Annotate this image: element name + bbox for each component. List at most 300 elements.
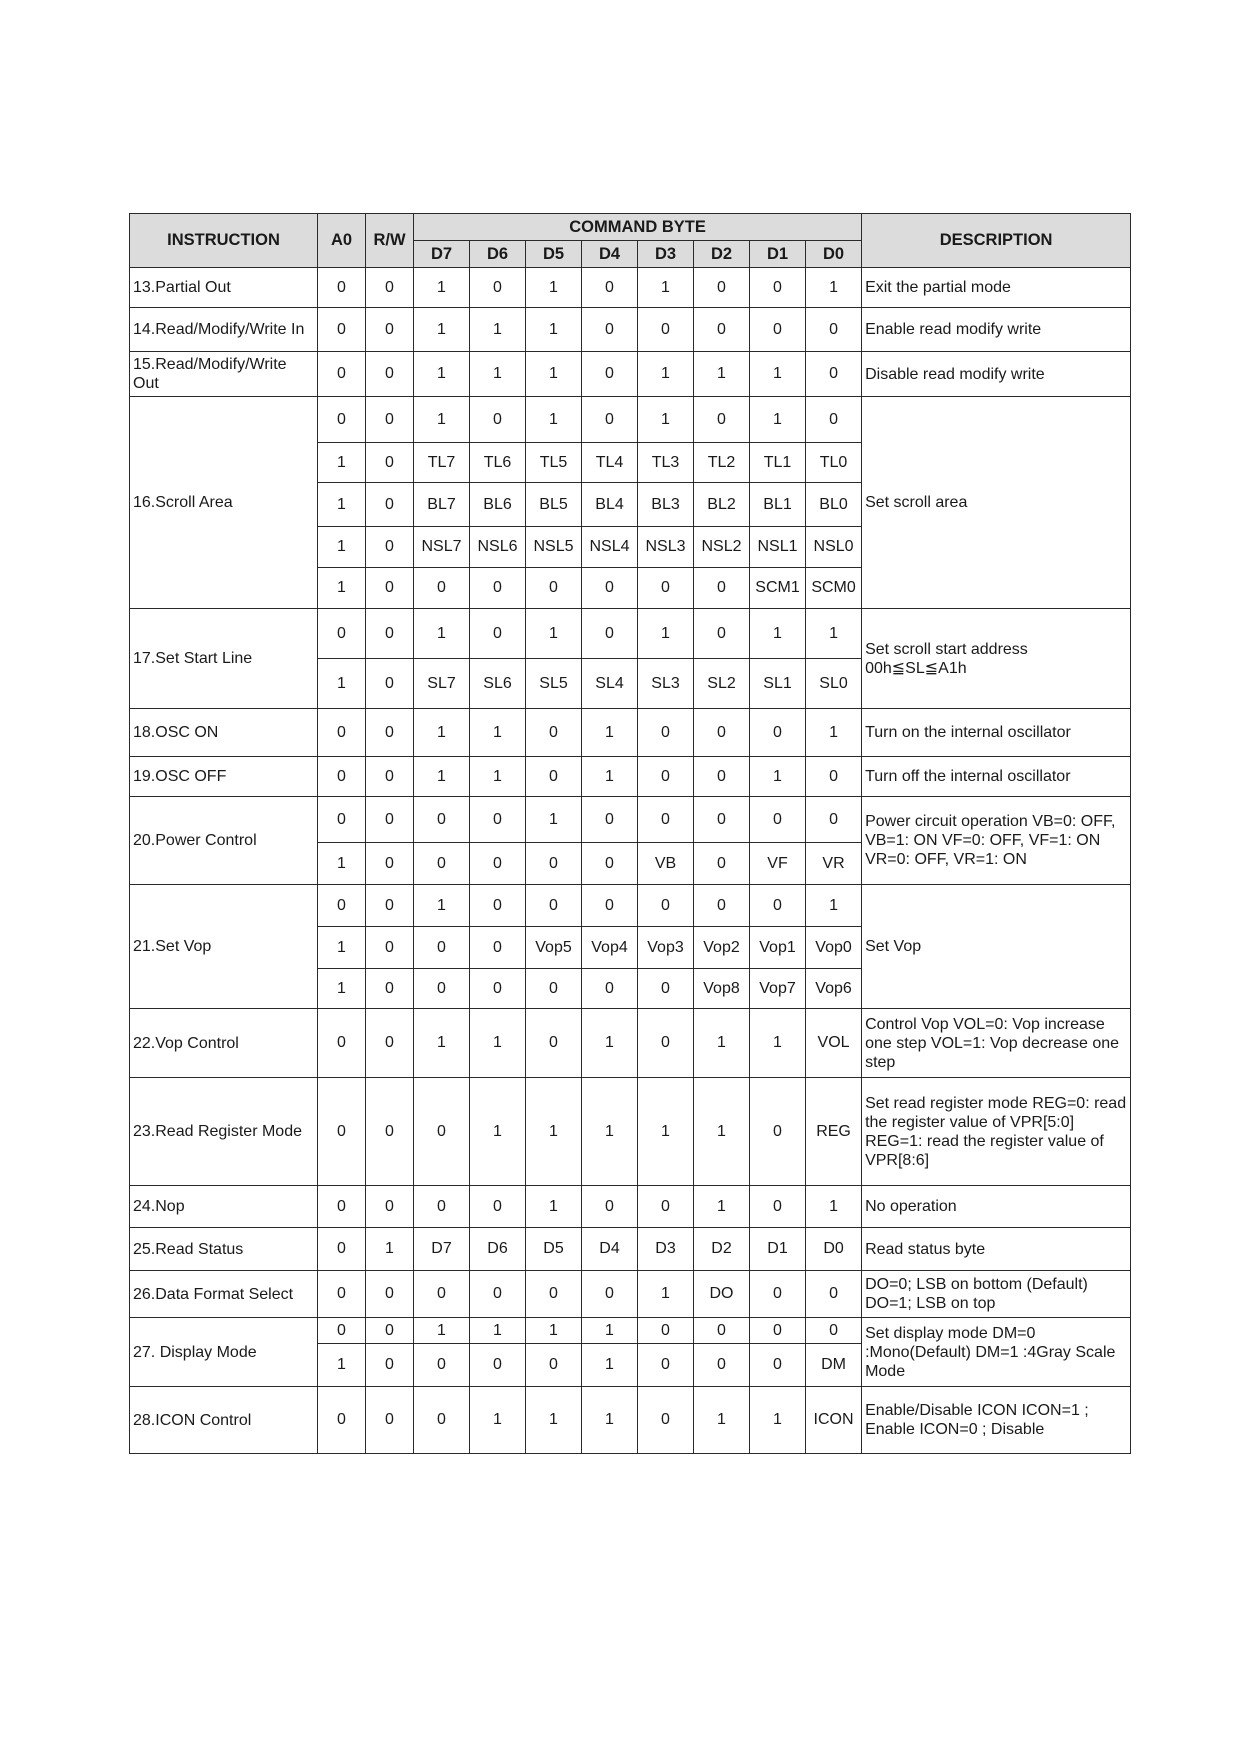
bit-cell: 1: [694, 1387, 750, 1454]
bit-cell: 0: [582, 1271, 638, 1318]
bit-cell: 0: [694, 1344, 750, 1387]
header-bit: D4: [582, 241, 638, 268]
bit-cell: 0: [470, 1344, 526, 1387]
bit-cell: BL5: [526, 483, 582, 527]
bit-cell: 1: [582, 709, 638, 757]
bit-cell: 0: [526, 969, 582, 1009]
bit-cell: 1: [582, 1009, 638, 1078]
bit-cell: 1: [638, 609, 694, 659]
table-row: [130, 397, 1131, 443]
a0-cell: 0: [318, 1228, 366, 1271]
bit-cell: 0: [582, 969, 638, 1009]
bit-cell: 1: [806, 1186, 862, 1228]
bit-cell: NSL7: [414, 527, 470, 568]
header-bit: D2: [694, 241, 750, 268]
bit-cell: 0: [638, 969, 694, 1009]
bit-cell: 1: [470, 352, 526, 397]
bit-cell: 1: [582, 1078, 638, 1186]
bit-cell: SCM1: [750, 568, 806, 609]
bit-cell: 0: [582, 1186, 638, 1228]
bit-cell: 1: [806, 885, 862, 927]
bit-cell: 0: [806, 352, 862, 397]
a0-cell: 1: [318, 568, 366, 609]
bit-cell: 1: [750, 352, 806, 397]
bit-cell: 1: [750, 397, 806, 443]
description-cell: No operation: [862, 1186, 1131, 1228]
a0-cell: 1: [318, 843, 366, 885]
bit-cell: D7: [414, 1228, 470, 1271]
rw-cell: 0: [366, 843, 414, 885]
bit-cell: 1: [414, 308, 470, 352]
a0-cell: 0: [318, 1078, 366, 1186]
bit-cell: D1: [750, 1228, 806, 1271]
header-bit: D3: [638, 241, 694, 268]
bit-cell: VOL: [806, 1009, 862, 1078]
bit-cell: 1: [414, 757, 470, 797]
rw-cell: 0: [366, 797, 414, 843]
instruction-cell: 18.OSC ON: [130, 709, 318, 757]
bit-cell: SL6: [470, 659, 526, 709]
a0-cell: 1: [318, 483, 366, 527]
rw-cell: 0: [366, 927, 414, 969]
bit-cell: 0: [582, 885, 638, 927]
bit-cell: 1: [526, 609, 582, 659]
bit-cell: Vop5: [526, 927, 582, 969]
bit-cell: 0: [750, 1318, 806, 1344]
rw-cell: 0: [366, 443, 414, 483]
bit-cell: 0: [750, 1078, 806, 1186]
bit-cell: 1: [582, 1344, 638, 1387]
bit-cell: Vop2: [694, 927, 750, 969]
rw-cell: 0: [366, 609, 414, 659]
instruction-cell: 21.Set Vop: [130, 885, 318, 1009]
bit-cell: 1: [470, 757, 526, 797]
a0-cell: 0: [318, 1009, 366, 1078]
rw-cell: 0: [366, 757, 414, 797]
bit-cell: 0: [470, 397, 526, 443]
bit-cell: VF: [750, 843, 806, 885]
bit-cell: SCM0: [806, 568, 862, 609]
bit-cell: SL3: [638, 659, 694, 709]
a0-cell: 0: [318, 1318, 366, 1344]
bit-cell: 0: [638, 885, 694, 927]
bit-cell: 1: [470, 709, 526, 757]
bit-cell: 0: [470, 268, 526, 308]
bit-cell: BL0: [806, 483, 862, 527]
description-cell: Set Vop: [862, 885, 1131, 1009]
bit-cell: 0: [694, 308, 750, 352]
bit-cell: 0: [750, 1271, 806, 1318]
bit-cell: 0: [526, 757, 582, 797]
bit-cell: 1: [526, 1387, 582, 1454]
bit-cell: NSL1: [750, 527, 806, 568]
bit-cell: 1: [470, 1387, 526, 1454]
bit-cell: 0: [470, 927, 526, 969]
bit-cell: 1: [414, 885, 470, 927]
a0-cell: 1: [318, 527, 366, 568]
description-cell: Set display mode DM=0 :Mono(Default) DM=1 :4Gray Scale Mode: [862, 1318, 1131, 1387]
bit-cell: Vop1: [750, 927, 806, 969]
table-row: [130, 757, 1131, 797]
instruction-cell: 20.Power Control: [130, 797, 318, 885]
bit-cell: DO: [694, 1271, 750, 1318]
bit-cell: 1: [582, 1318, 638, 1344]
bit-cell: 1: [638, 268, 694, 308]
instruction-table: [129, 213, 1131, 1454]
rw-cell: 0: [366, 709, 414, 757]
description-cell: Set scroll start address 00h≦SL≦A1h: [862, 609, 1131, 709]
a0-cell: 1: [318, 1344, 366, 1387]
rw-cell: 0: [366, 1078, 414, 1186]
header-bit: D5: [526, 241, 582, 268]
bit-cell: 0: [806, 797, 862, 843]
rw-cell: 0: [366, 969, 414, 1009]
bit-cell: BL4: [582, 483, 638, 527]
bit-cell: 0: [582, 797, 638, 843]
bit-cell: 0: [694, 568, 750, 609]
instruction-cell: 19.OSC OFF: [130, 757, 318, 797]
bit-cell: 1: [750, 609, 806, 659]
bit-cell: 1: [526, 1078, 582, 1186]
bit-cell: 1: [414, 609, 470, 659]
description-cell: Set scroll area: [862, 397, 1131, 609]
bit-cell: 0: [414, 797, 470, 843]
bit-cell: 0: [470, 969, 526, 1009]
header-description: DESCRIPTION: [862, 214, 1131, 268]
instruction-cell: 26.Data Format Select: [130, 1271, 318, 1318]
bit-cell: 0: [470, 797, 526, 843]
instruction-cell: 17.Set Start Line: [130, 609, 318, 709]
bit-cell: 1: [750, 1387, 806, 1454]
bit-cell: 1: [414, 1318, 470, 1344]
table-row: [130, 268, 1131, 308]
bit-cell: 0: [470, 843, 526, 885]
bit-cell: SL2: [694, 659, 750, 709]
header-a0: A0: [318, 214, 366, 268]
table-row: [130, 1186, 1131, 1228]
table-row: [130, 1078, 1131, 1186]
bit-cell: 0: [414, 1078, 470, 1186]
bit-cell: 1: [526, 352, 582, 397]
instruction-cell: 28.ICON Control: [130, 1387, 318, 1454]
instruction-cell: 23.Read Register Mode: [130, 1078, 318, 1186]
bit-cell: 1: [694, 1078, 750, 1186]
header-command-byte: COMMAND BYTE: [414, 214, 862, 241]
bit-cell: 1: [750, 1009, 806, 1078]
bit-cell: NSL3: [638, 527, 694, 568]
bit-cell: 0: [638, 568, 694, 609]
bit-cell: TL7: [414, 443, 470, 483]
bit-cell: 1: [526, 797, 582, 843]
a0-cell: 0: [318, 757, 366, 797]
bit-cell: 0: [638, 1387, 694, 1454]
instruction-cell: 25.Read Status: [130, 1228, 318, 1271]
bit-cell: 0: [582, 568, 638, 609]
bit-cell: 1: [414, 268, 470, 308]
instruction-cell: 13.Partial Out: [130, 268, 318, 308]
bit-cell: ICON: [806, 1387, 862, 1454]
a0-cell: 0: [318, 397, 366, 443]
rw-cell: 0: [366, 568, 414, 609]
bit-cell: 0: [414, 927, 470, 969]
bit-cell: 0: [806, 397, 862, 443]
bit-cell: SL0: [806, 659, 862, 709]
bit-cell: 0: [526, 1344, 582, 1387]
bit-cell: 0: [694, 397, 750, 443]
bit-cell: 1: [414, 1009, 470, 1078]
rw-cell: 0: [366, 1009, 414, 1078]
bit-cell: SL5: [526, 659, 582, 709]
bit-cell: 0: [526, 1009, 582, 1078]
bit-cell: 0: [806, 1318, 862, 1344]
bit-cell: 1: [806, 268, 862, 308]
bit-cell: D3: [638, 1228, 694, 1271]
bit-cell: 0: [414, 969, 470, 1009]
table-row: [130, 609, 1131, 659]
bit-cell: TL5: [526, 443, 582, 483]
bit-cell: 0: [638, 1009, 694, 1078]
table-row: [130, 1009, 1131, 1078]
table-header: [130, 214, 1131, 268]
bit-cell: 1: [582, 1387, 638, 1454]
bit-cell: BL1: [750, 483, 806, 527]
bit-cell: 0: [806, 1271, 862, 1318]
bit-cell: NSL6: [470, 527, 526, 568]
bit-cell: 0: [806, 308, 862, 352]
header-bit: D7: [414, 241, 470, 268]
bit-cell: 1: [750, 757, 806, 797]
bit-cell: 1: [526, 1186, 582, 1228]
bit-cell: NSL2: [694, 527, 750, 568]
bit-cell: 0: [582, 308, 638, 352]
bit-cell: 1: [470, 1078, 526, 1186]
a0-cell: 0: [318, 1271, 366, 1318]
table-row: [130, 308, 1131, 352]
bit-cell: 0: [582, 352, 638, 397]
bit-cell: 0: [582, 843, 638, 885]
bit-cell: 0: [638, 308, 694, 352]
instruction-cell: 27. Display Mode: [130, 1318, 318, 1387]
a0-cell: 0: [318, 797, 366, 843]
bit-cell: VB: [638, 843, 694, 885]
bit-cell: 0: [470, 568, 526, 609]
bit-cell: 1: [526, 397, 582, 443]
table-row: [130, 1271, 1131, 1318]
bit-cell: 0: [414, 1344, 470, 1387]
rw-cell: 0: [366, 885, 414, 927]
bit-cell: 0: [470, 609, 526, 659]
bit-cell: Vop6: [806, 969, 862, 1009]
rw-cell: 0: [366, 352, 414, 397]
header-bit: D0: [806, 241, 862, 268]
rw-cell: 0: [366, 527, 414, 568]
bit-cell: 1: [694, 1009, 750, 1078]
table-row: [130, 885, 1131, 927]
bit-cell: 0: [414, 843, 470, 885]
bit-cell: 1: [638, 397, 694, 443]
rw-cell: 0: [366, 483, 414, 527]
table-row: [130, 1318, 1131, 1344]
rw-cell: 0: [366, 1344, 414, 1387]
bit-cell: TL0: [806, 443, 862, 483]
rw-cell: 0: [366, 268, 414, 308]
bit-cell: 0: [414, 1271, 470, 1318]
instruction-cell: 22.Vop Control: [130, 1009, 318, 1078]
bit-cell: 1: [414, 352, 470, 397]
description-cell: Enable/Disable ICON ICON=1 ; Enable ICON=0 ; Disable: [862, 1387, 1131, 1454]
bit-cell: 0: [750, 1344, 806, 1387]
bit-cell: 1: [470, 308, 526, 352]
description-cell: Enable read modify write: [862, 308, 1131, 352]
a0-cell: 1: [318, 927, 366, 969]
rw-cell: 0: [366, 1271, 414, 1318]
bit-cell: 0: [526, 709, 582, 757]
a0-cell: 1: [318, 659, 366, 709]
a0-cell: 0: [318, 709, 366, 757]
bit-cell: 1: [638, 1078, 694, 1186]
bit-cell: 1: [470, 1318, 526, 1344]
a0-cell: 1: [318, 443, 366, 483]
bit-cell: SL7: [414, 659, 470, 709]
bit-cell: 1: [470, 1009, 526, 1078]
description-cell: Disable read modify write: [862, 352, 1131, 397]
bit-cell: REG: [806, 1078, 862, 1186]
description-cell: DO=0; LSB on bottom (Default) DO=1; LSB on top: [862, 1271, 1131, 1318]
bit-cell: 1: [582, 757, 638, 797]
bit-cell: 1: [638, 1271, 694, 1318]
rw-cell: 0: [366, 1387, 414, 1454]
bit-cell: 0: [638, 1186, 694, 1228]
rw-cell: 0: [366, 308, 414, 352]
bit-cell: 0: [750, 268, 806, 308]
bit-cell: 1: [638, 352, 694, 397]
bit-cell: 1: [694, 352, 750, 397]
description-cell: Set read register mode REG=0: read the register value of VPR[5:0] REG=1: read the register value of VPR[8:6]: [862, 1078, 1131, 1186]
rw-cell: 0: [366, 1186, 414, 1228]
bit-cell: 0: [694, 843, 750, 885]
bit-cell: NSL4: [582, 527, 638, 568]
rw-cell: 1: [366, 1228, 414, 1271]
bit-cell: 0: [806, 757, 862, 797]
bit-cell: 1: [526, 268, 582, 308]
bit-cell: 0: [414, 568, 470, 609]
header-instruction: INSTRUCTION: [130, 214, 318, 268]
a0-cell: 0: [318, 1186, 366, 1228]
description-cell: Exit the partial mode: [862, 268, 1131, 308]
bit-cell: 1: [806, 609, 862, 659]
description-cell: Read status byte: [862, 1228, 1131, 1271]
bit-cell: 0: [582, 609, 638, 659]
bit-cell: 0: [750, 1186, 806, 1228]
bit-cell: NSL0: [806, 527, 862, 568]
bit-cell: 1: [806, 709, 862, 757]
bit-cell: 0: [638, 797, 694, 843]
bit-cell: 0: [694, 268, 750, 308]
bit-cell: BL6: [470, 483, 526, 527]
bit-cell: 0: [526, 843, 582, 885]
bit-cell: Vop8: [694, 969, 750, 1009]
bit-cell: Vop4: [582, 927, 638, 969]
table-row: [130, 1387, 1131, 1454]
bit-cell: 1: [694, 1186, 750, 1228]
description-cell: Power circuit operation VB=0: OFF, VB=1: ON VF=0: OFF, VF=1: ON VR=0: OFF, VR=1: ON: [862, 797, 1131, 885]
rw-cell: 0: [366, 1318, 414, 1344]
bit-cell: 1: [526, 308, 582, 352]
bit-cell: 1: [414, 709, 470, 757]
header-bit: D1: [750, 241, 806, 268]
bit-cell: 0: [470, 1186, 526, 1228]
bit-cell: 0: [750, 797, 806, 843]
bit-cell: TL1: [750, 443, 806, 483]
bit-cell: 0: [414, 1387, 470, 1454]
bit-cell: 0: [526, 1271, 582, 1318]
table-body: [130, 268, 1131, 1454]
bit-cell: BL2: [694, 483, 750, 527]
table-row: [130, 797, 1131, 843]
bit-cell: 0: [526, 885, 582, 927]
table-row: [130, 709, 1131, 757]
bit-cell: 0: [414, 1186, 470, 1228]
instruction-cell: 14.Read/Modify/Write In: [130, 308, 318, 352]
instruction-cell: 16.Scroll Area: [130, 397, 318, 609]
bit-cell: 0: [638, 757, 694, 797]
bit-cell: 0: [638, 709, 694, 757]
bit-cell: 0: [694, 709, 750, 757]
bit-cell: D4: [582, 1228, 638, 1271]
bit-cell: 0: [470, 885, 526, 927]
header-bit: D6: [470, 241, 526, 268]
bit-cell: SL4: [582, 659, 638, 709]
a0-cell: 0: [318, 308, 366, 352]
bit-cell: D0: [806, 1228, 862, 1271]
rw-cell: 0: [366, 397, 414, 443]
bit-cell: 0: [750, 709, 806, 757]
bit-cell: 1: [414, 397, 470, 443]
a0-cell: 0: [318, 268, 366, 308]
bit-cell: 0: [694, 1318, 750, 1344]
description-cell: Turn on the internal oscillator: [862, 709, 1131, 757]
table-row: [130, 352, 1131, 397]
bit-cell: TL3: [638, 443, 694, 483]
a0-cell: 0: [318, 609, 366, 659]
header-rw: R/W: [366, 214, 414, 268]
description-cell: Control Vop VOL=0: Vop increase one step VOL=1: Vop decrease one step: [862, 1009, 1131, 1078]
bit-cell: 0: [470, 1271, 526, 1318]
description-cell: Turn off the internal oscillator: [862, 757, 1131, 797]
a0-cell: 0: [318, 352, 366, 397]
rw-cell: 0: [366, 659, 414, 709]
bit-cell: SL1: [750, 659, 806, 709]
instruction-cell: 15.Read/Modify/Write Out: [130, 352, 318, 397]
bit-cell: VR: [806, 843, 862, 885]
bit-cell: Vop0: [806, 927, 862, 969]
a0-cell: 0: [318, 1387, 366, 1454]
bit-cell: BL7: [414, 483, 470, 527]
bit-cell: NSL5: [526, 527, 582, 568]
bit-cell: 0: [694, 609, 750, 659]
bit-cell: 0: [750, 308, 806, 352]
bit-cell: 0: [526, 568, 582, 609]
bit-cell: Vop7: [750, 969, 806, 1009]
table-row: [130, 1228, 1131, 1271]
bit-cell: TL4: [582, 443, 638, 483]
bit-cell: 0: [694, 797, 750, 843]
bit-cell: 0: [582, 397, 638, 443]
bit-cell: TL2: [694, 443, 750, 483]
instruction-cell: 24.Nop: [130, 1186, 318, 1228]
a0-cell: 0: [318, 885, 366, 927]
bit-cell: 0: [694, 757, 750, 797]
